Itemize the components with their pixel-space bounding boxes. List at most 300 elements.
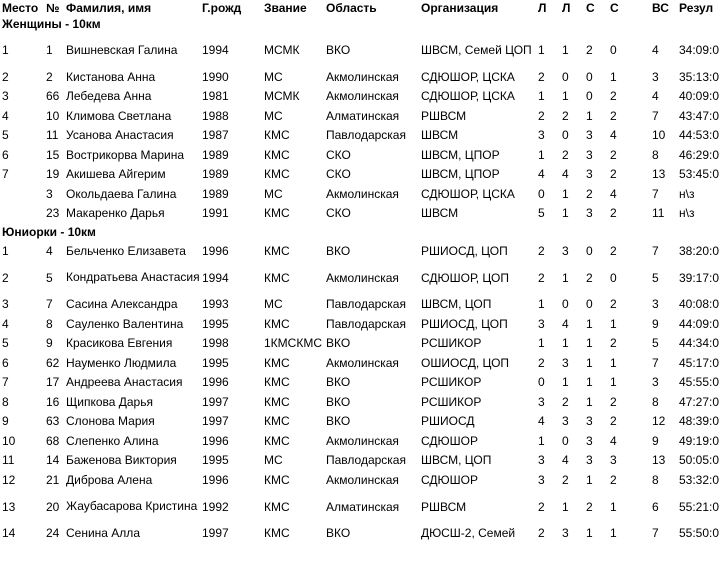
- cell-birth-year: 1993: [202, 297, 229, 312]
- cell-place: 4: [2, 108, 9, 123]
- cell-shoot-4: 0: [610, 270, 617, 285]
- cell-total-misses: 3: [652, 297, 659, 312]
- cell-shoot-1: 1: [538, 336, 545, 351]
- cell-birth-year: 1994: [202, 43, 229, 57]
- cell-result: 38:20:0: [679, 243, 720, 258]
- cell-place: 3: [2, 89, 9, 104]
- cell-birth-year: 1988: [202, 108, 229, 123]
- cell-name: Диброва Алена: [66, 472, 153, 487]
- cell-name: Сенина Алла: [66, 526, 140, 541]
- table-row: [0, 67, 725, 87]
- col-header-name: Фамилия, имя: [66, 0, 152, 15]
- cell-birth-year: 1997: [202, 414, 229, 429]
- cell-number: 14: [46, 453, 60, 468]
- cell-name: Акишева Айгерим: [66, 167, 166, 182]
- cell-place: 5: [2, 128, 9, 143]
- cell-result: 48:39:0: [679, 414, 720, 429]
- cell-shoot-4: 1: [610, 526, 617, 541]
- cell-region: Павлодарская: [326, 453, 406, 468]
- cell-name: Бельченко Елизавета: [66, 243, 186, 258]
- cell-number: 5: [46, 270, 53, 285]
- cell-number: 7: [46, 297, 53, 312]
- table-row: [0, 451, 725, 471]
- cell-place: 14: [2, 526, 16, 541]
- cell-place: 7: [2, 375, 9, 390]
- cell-name: Жаубасарова Кристина: [66, 499, 198, 513]
- cell-organization: РШИОСД, ЦОП: [421, 316, 508, 331]
- cell-organization: РШИОСД: [421, 414, 475, 429]
- section-header: [0, 15, 725, 33]
- cell-organization: РСШИКОР: [421, 394, 482, 409]
- cell-shoot-2: 3: [562, 243, 569, 258]
- cell-place: 12: [2, 472, 16, 487]
- cell-total-misses: 9: [652, 316, 659, 331]
- cell-organization: ДЮСШ-2, Семей: [421, 526, 516, 541]
- cell-rank: КМС: [264, 167, 290, 182]
- cell-number: 15: [46, 147, 60, 162]
- cell-region: Алматинская: [326, 499, 400, 514]
- cell-organization: РШИОСД, ЦОП: [421, 243, 508, 258]
- cell-shoot-1: 1: [538, 43, 545, 57]
- cell-region: Акмолинская: [326, 270, 399, 285]
- cell-result: 47:27:0: [679, 394, 720, 409]
- cell-region: Павлодарская: [326, 297, 406, 312]
- cell-shoot-3: 1: [586, 108, 593, 123]
- cell-region: Акмолинская: [326, 186, 399, 201]
- cell-shoot-4: 1: [610, 316, 617, 331]
- cell-region: ВКО: [326, 526, 351, 541]
- cell-shoot-3: 3: [586, 433, 593, 448]
- table-row: [0, 241, 725, 261]
- cell-rank: КМС: [264, 355, 290, 370]
- cell-shoot-2: 1: [562, 89, 569, 104]
- cell-shoot-2: 0: [562, 297, 569, 312]
- cell-shoot-1: 2: [538, 108, 545, 123]
- cell-organization: РШВСМ: [421, 499, 467, 514]
- cell-region: Акмолинская: [326, 89, 399, 104]
- cell-shoot-2: 2: [562, 147, 569, 162]
- cell-rank: КМС: [264, 394, 290, 409]
- cell-name: Щипкова Дарья: [66, 394, 153, 409]
- cell-shoot-3: 3: [586, 414, 593, 429]
- cell-birth-year: 1989: [202, 186, 229, 201]
- cell-shoot-2: 4: [562, 167, 569, 182]
- cell-organization: ШВСМ, Семей ЦОП: [421, 42, 532, 57]
- cell-rank: КМС: [264, 433, 290, 448]
- table-row: [0, 353, 725, 373]
- cell-name: Кондратьева Анастасия: [66, 270, 200, 284]
- cell-place: 2: [2, 270, 9, 285]
- cell-shoot-2: 1: [562, 270, 569, 285]
- cell-birth-year: 1995: [202, 355, 229, 370]
- cell-total-misses: 8: [652, 394, 659, 409]
- table-row: [0, 261, 725, 295]
- cell-place: [0, 204, 44, 224]
- cell-name: Науменко Людмила: [66, 355, 177, 370]
- cell-shoot-3: 2: [586, 270, 593, 285]
- cell-birth-year: 1990: [202, 69, 229, 84]
- cell-result: 44:34:0: [679, 336, 720, 351]
- cell-result: 34:09:0: [679, 43, 720, 57]
- col-header-total-misses: ВС: [652, 0, 669, 15]
- cell-result: 35:13:0: [679, 69, 720, 84]
- cell-shoot-3: 1: [586, 355, 593, 370]
- cell-shoot-1: 1: [538, 433, 545, 448]
- table-row: [0, 204, 725, 224]
- cell-shoot-3: 0: [586, 89, 593, 104]
- cell-name: Усанова Анастасия: [66, 128, 174, 143]
- cell-result: 45:55:0: [679, 375, 720, 390]
- cell-result: 55:21:0: [679, 499, 720, 514]
- cell-birth-year: 1992: [202, 499, 229, 514]
- cell-name: Слепенко Алина: [66, 433, 159, 448]
- cell-shoot-4: 2: [610, 147, 617, 162]
- cell-organization: СДЮШОР, ЦОП: [421, 270, 509, 285]
- cell-rank: МС: [264, 453, 283, 468]
- cell-birth-year: 1996: [202, 433, 229, 448]
- cell-birth-year: 1997: [202, 526, 229, 541]
- table-row: [0, 392, 725, 412]
- cell-organization: ОШИОСД, ЦОП: [421, 355, 510, 370]
- cell-shoot-1: 1: [538, 89, 545, 104]
- cell-shoot-3: 3: [586, 206, 593, 221]
- cell-shoot-1: 5: [538, 206, 545, 221]
- cell-region: Акмолинская: [326, 433, 399, 448]
- cell-shoot-4: 1: [610, 375, 617, 390]
- cell-result: 43:47:0: [679, 108, 720, 123]
- cell-shoot-4: 2: [610, 108, 617, 123]
- cell-shoot-2: 4: [562, 316, 569, 331]
- cell-place: 10: [2, 433, 16, 448]
- cell-result: 44:53:0: [679, 128, 720, 143]
- cell-shoot-4: 2: [610, 336, 617, 351]
- cell-birth-year: 1994: [202, 270, 229, 285]
- cell-organization: ШВСМ, ЦПОР: [421, 147, 500, 162]
- cell-shoot-2: 2: [562, 108, 569, 123]
- cell-result: 53:32:0: [679, 472, 720, 487]
- cell-rank: КМС: [264, 147, 290, 162]
- cell-total-misses: 4: [652, 43, 659, 57]
- cell-number: 4: [46, 243, 53, 258]
- cell-result: 53:45:0: [679, 167, 720, 182]
- cell-place: 6: [2, 355, 9, 370]
- cell-name: Сасина Александра: [66, 297, 178, 312]
- cell-total-misses: 5: [652, 336, 659, 351]
- table-row: [0, 126, 725, 146]
- cell-shoot-2: 0: [562, 433, 569, 448]
- cell-shoot-1: 4: [538, 414, 545, 429]
- cell-birth-year: 1987: [202, 128, 229, 143]
- cell-place: 1: [2, 243, 9, 258]
- table-row: [0, 314, 725, 334]
- cell-name: Красикова Евгения: [66, 336, 173, 351]
- cell-shoot-3: 1: [586, 316, 593, 331]
- cell-organization: РШВСМ: [421, 108, 467, 123]
- cell-organization: СДЮШОР, ЦСКА: [421, 186, 515, 201]
- cell-total-misses: 7: [652, 186, 659, 201]
- cell-organization: СДЮШОР: [421, 472, 478, 487]
- cell-region: Алматинская: [326, 108, 400, 123]
- cell-place: 9: [2, 414, 9, 429]
- cell-name: Баженова Виктория: [66, 453, 177, 468]
- cell-region: Павлодарская: [326, 128, 406, 143]
- cell-result: 40:08:0: [679, 297, 720, 312]
- cell-shoot-1: 3: [538, 472, 545, 487]
- table-row: [0, 87, 725, 107]
- cell-name: Макаренко Дарья: [66, 206, 165, 221]
- col-header-rank: Звание: [264, 0, 307, 15]
- cell-total-misses: 13: [652, 453, 666, 468]
- cell-number: 20: [46, 499, 60, 514]
- cell-shoot-1: 2: [538, 499, 545, 514]
- cell-shoot-3: 0: [586, 69, 593, 84]
- cell-rank: КМС: [264, 414, 290, 429]
- cell-total-misses: 7: [652, 243, 659, 258]
- cell-birth-year: 1981: [202, 89, 229, 104]
- cell-number: 66: [46, 89, 60, 104]
- cell-place: 8: [2, 394, 9, 409]
- cell-birth-year: 1997: [202, 394, 229, 409]
- header-row: [0, 0, 725, 15]
- table-row: [0, 106, 725, 126]
- cell-result: 40:09:0: [679, 89, 720, 104]
- cell-shoot-2: 1: [562, 206, 569, 221]
- col-header-result: Резул: [679, 0, 714, 15]
- cell-shoot-3: 3: [586, 453, 593, 468]
- cell-shoot-3: 1: [586, 472, 593, 487]
- col-header-shoot-2: Л: [562, 0, 571, 15]
- cell-shoot-1: 0: [538, 186, 545, 201]
- cell-shoot-1: 1: [538, 147, 545, 162]
- cell-number: 19: [46, 167, 60, 182]
- cell-region: ВКО: [326, 243, 351, 258]
- cell-rank: МС: [264, 69, 283, 84]
- cell-total-misses: 12: [652, 414, 666, 429]
- cell-number: 8: [46, 316, 53, 331]
- cell-shoot-3: 3: [586, 167, 593, 182]
- cell-region: Акмолинская: [326, 355, 399, 370]
- section-title: Юниорки - 10км: [2, 225, 96, 239]
- cell-region: ВКО: [326, 394, 351, 409]
- cell-total-misses: 7: [652, 526, 659, 541]
- cell-rank: МСМК: [264, 89, 300, 104]
- cell-organization: СДЮШОР: [421, 433, 478, 448]
- col-header-number: №: [46, 0, 60, 15]
- cell-region: Акмолинская: [326, 69, 399, 84]
- cell-number: 23: [46, 206, 60, 221]
- cell-rank: КМС: [264, 206, 290, 221]
- cell-birth-year: 1991: [202, 206, 229, 221]
- cell-region: Павлодарская: [326, 316, 406, 331]
- table-row: [0, 524, 725, 544]
- cell-total-misses: 8: [652, 472, 659, 487]
- cell-total-misses: 10: [652, 128, 666, 143]
- cell-name: Климова Светлана: [66, 108, 172, 123]
- cell-shoot-1: 3: [538, 394, 545, 409]
- table-row: [0, 295, 725, 315]
- cell-shoot-1: 4: [538, 167, 545, 182]
- cell-place: 3: [2, 297, 9, 312]
- cell-name: Слонова Мария: [66, 414, 155, 429]
- cell-shoot-2: 4: [562, 453, 569, 468]
- cell-result: 39:17:0: [679, 270, 720, 285]
- cell-birth-year: 1995: [202, 316, 229, 331]
- cell-rank: МСМК: [264, 43, 300, 57]
- cell-organization: СДЮШОР, ЦСКА: [421, 89, 515, 104]
- cell-place: 4: [2, 316, 9, 331]
- cell-name: Сауленко Валентина: [66, 316, 184, 331]
- cell-shoot-4: 2: [610, 89, 617, 104]
- cell-shoot-4: 2: [610, 206, 617, 221]
- cell-shoot-2: 3: [562, 414, 569, 429]
- cell-name: Кистанова Анна: [66, 69, 156, 84]
- section-title: Женщины - 10км: [2, 17, 101, 31]
- col-header-organization: Организация: [421, 0, 499, 15]
- table-row: [0, 145, 725, 165]
- table-row: [0, 184, 725, 204]
- cell-rank: КМС: [264, 526, 290, 541]
- cell-shoot-3: 1: [586, 526, 593, 541]
- cell-number: 2: [46, 69, 53, 84]
- cell-number: 11: [46, 128, 59, 143]
- cell-shoot-4: 4: [610, 186, 617, 201]
- cell-place: 7: [2, 167, 9, 182]
- cell-shoot-2: 3: [562, 355, 569, 370]
- cell-total-misses: 3: [652, 375, 659, 390]
- cell-total-misses: 7: [652, 108, 659, 123]
- cell-shoot-1: 3: [538, 128, 545, 143]
- cell-shoot-2: 0: [562, 128, 569, 143]
- cell-birth-year: 1996: [202, 375, 229, 390]
- cell-number: 62: [46, 355, 60, 370]
- cell-region: ВКО: [326, 43, 351, 57]
- cell-shoot-4: 2: [610, 472, 617, 487]
- cell-total-misses: 8: [652, 147, 659, 162]
- cell-shoot-4: 1: [610, 355, 617, 370]
- cell-shoot-1: 3: [538, 316, 545, 331]
- cell-shoot-3: 1: [586, 394, 593, 409]
- cell-shoot-3: 1: [586, 336, 593, 351]
- cell-shoot-1: 3: [538, 453, 545, 468]
- cell-place: 2: [2, 69, 9, 84]
- cell-birth-year: 1996: [202, 243, 229, 258]
- table-row: [0, 33, 725, 67]
- cell-total-misses: 11: [652, 206, 665, 221]
- cell-rank: КМС: [264, 128, 290, 143]
- cell-shoot-4: 4: [610, 128, 617, 143]
- cell-total-misses: 5: [652, 270, 659, 285]
- cell-number: 10: [46, 108, 60, 123]
- cell-name: Лебедева Анна: [66, 89, 152, 104]
- cell-shoot-4: 2: [610, 167, 617, 182]
- cell-shoot-4: 0: [610, 43, 617, 57]
- cell-shoot-2: 0: [562, 69, 569, 84]
- cell-shoot-1: 2: [538, 69, 545, 84]
- cell-rank: 1КМСКМС: [264, 336, 322, 351]
- cell-place: 5: [2, 336, 9, 351]
- cell-result: 50:05:0: [679, 453, 720, 468]
- cell-shoot-2: 2: [562, 394, 569, 409]
- cell-organization: ШВСМ: [421, 206, 459, 221]
- cell-result: н\з: [679, 206, 695, 221]
- cell-place: 13: [2, 499, 16, 514]
- cell-birth-year: 1989: [202, 167, 229, 182]
- cell-organization: ШВСМ, ЦОП: [421, 453, 492, 468]
- cell-rank: КМС: [264, 270, 290, 285]
- col-header-shoot-4: С: [610, 0, 619, 15]
- cell-organization: РСШИКОР: [421, 375, 482, 390]
- cell-shoot-2: 1: [562, 375, 569, 390]
- cell-result: 45:17:0: [679, 355, 720, 370]
- col-header-birth-year: Г.рожд: [202, 0, 242, 15]
- cell-shoot-3: 0: [586, 297, 593, 312]
- cell-rank: МС: [264, 186, 283, 201]
- cell-shoot-2: 1: [562, 336, 569, 351]
- cell-place: 1: [2, 43, 9, 57]
- cell-number: 9: [46, 336, 53, 351]
- cell-result: 46:29:0: [679, 147, 720, 162]
- cell-shoot-3: 0: [586, 243, 593, 258]
- cell-shoot-3: 2: [586, 43, 593, 57]
- cell-shoot-1: 2: [538, 243, 545, 258]
- cell-total-misses: 7: [652, 355, 659, 370]
- cell-shoot-1: 1: [538, 297, 545, 312]
- cell-number: 63: [46, 414, 60, 429]
- cell-region: СКО: [326, 167, 351, 182]
- cell-number: 17: [46, 375, 60, 390]
- cell-region: ВКО: [326, 336, 351, 351]
- cell-total-misses: 9: [652, 433, 659, 448]
- cell-number: 68: [46, 433, 60, 448]
- cell-shoot-4: 4: [610, 433, 617, 448]
- cell-number: 21: [46, 472, 60, 487]
- cell-shoot-1: 0: [538, 375, 545, 390]
- cell-shoot-3: 2: [586, 499, 593, 514]
- col-header-region: Область: [326, 0, 377, 15]
- cell-region: ВКО: [326, 375, 351, 390]
- section-header: [0, 223, 725, 241]
- cell-shoot-4: 3: [610, 453, 617, 468]
- cell-organization: ШВСМ, ЦОП: [421, 297, 492, 312]
- cell-shoot-4: 2: [610, 243, 617, 258]
- cell-rank: КМС: [264, 243, 290, 258]
- table-row: [0, 412, 725, 432]
- cell-place: 11: [2, 453, 15, 468]
- table-row: [0, 165, 725, 185]
- col-header-shoot-1: Л: [538, 0, 547, 15]
- cell-shoot-2: 1: [562, 43, 569, 57]
- cell-result: 55:50:0: [679, 526, 720, 541]
- cell-place: [0, 184, 44, 204]
- cell-total-misses: 6: [652, 499, 659, 514]
- cell-organization: ШВСМ, ЦПОР: [421, 167, 500, 182]
- cell-shoot-2: 1: [562, 186, 569, 201]
- table-row: [0, 470, 725, 490]
- cell-region: СКО: [326, 147, 351, 162]
- cell-shoot-4: 1: [610, 69, 617, 84]
- cell-shoot-2: 3: [562, 526, 569, 541]
- cell-name: Окольдаева Галина: [66, 186, 177, 201]
- cell-organization: РСШИКОР: [421, 336, 482, 351]
- cell-shoot-3: 1: [586, 375, 593, 390]
- cell-result: н\з: [679, 186, 695, 201]
- cell-birth-year: 1996: [202, 472, 229, 487]
- cell-number: 1: [46, 43, 53, 57]
- cell-shoot-4: 2: [610, 297, 617, 312]
- table-row: [0, 334, 725, 354]
- cell-birth-year: 1998: [202, 336, 229, 351]
- cell-rank: МС: [264, 297, 283, 312]
